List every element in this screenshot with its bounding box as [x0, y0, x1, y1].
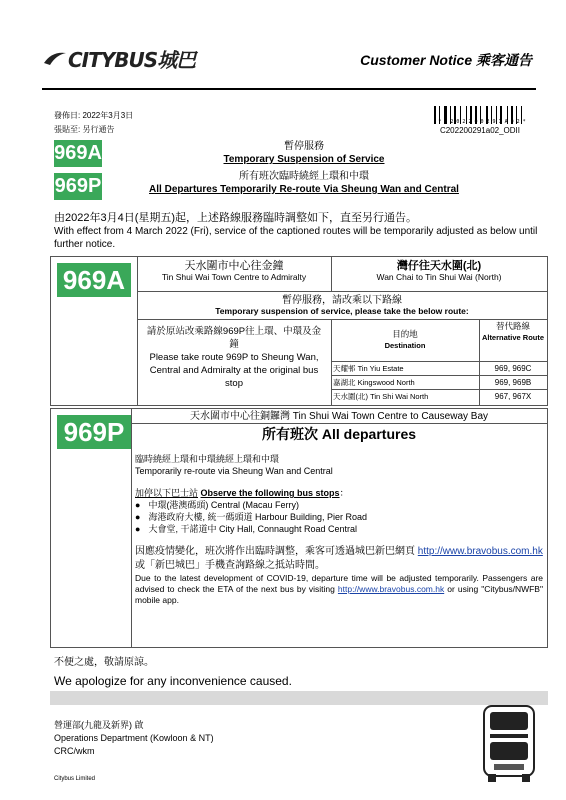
- list-item: [135, 523, 543, 535]
- divider: [331, 361, 547, 362]
- signature: [54, 719, 214, 758]
- header-divider: [42, 88, 536, 90]
- section-969p: [50, 408, 548, 648]
- route-badge-969p: 969P: [54, 173, 102, 200]
- stop-text: 海港政府大樓, 統一碼頭道 Harbour Building, Pier Road: [148, 512, 368, 522]
- direction-1-en: Tin Shui Wai Town Centre to Admiralty: [161, 272, 307, 282]
- reroute-en: Temporarily re-route via Sheung Wan and Central: [135, 466, 333, 476]
- intro-en: With effect from 4 March 2022 (Fri), service of the captioned routes will be temporarily adjusted as below until further notice.: [54, 226, 538, 250]
- reference-number: C202200291a02_ODII: [439, 126, 520, 135]
- covid-zh-block: [135, 545, 543, 573]
- sign-en: Operations Department (Kowloon & NT): [54, 733, 214, 743]
- direction-969p: 天水圍市中心往銅鑼灣 Tin Shui Wai Town Centre to Causeway Bay: [189, 411, 489, 422]
- col-alternative-zh: 替代路線: [495, 321, 530, 331]
- subtitle-en: All Departures Temporarily Re-route Via Sheung Wan and Central: [149, 184, 459, 195]
- citybus-swoosh-icon: [42, 49, 68, 69]
- header: [42, 44, 536, 90]
- sign-zh: 營運部(九龍及新界) 啟: [54, 720, 144, 730]
- section-969p-badge: 969P: [57, 415, 131, 449]
- title-en: Temporary Suspension of Service: [223, 154, 385, 165]
- citybus-logo: [42, 44, 195, 73]
- subtitle-zh: 所有班次臨時繞經上環和中環: [239, 171, 369, 182]
- title-zh: 暫停服務: [284, 141, 324, 152]
- table-row: 969, 969B: [494, 378, 532, 387]
- col-alternative-en: Alternative Route: [481, 333, 545, 342]
- title-block: [144, 140, 464, 196]
- direction-1-zh: 天水圍市中心往金鐘: [184, 260, 284, 272]
- footer-bar: [50, 691, 548, 705]
- logo-text: CITYBUS城巴: [68, 48, 196, 72]
- all-departures-zh: 所有班次: [261, 426, 318, 442]
- bullet-icon: ●: [135, 524, 141, 534]
- divider: [131, 423, 547, 424]
- all-departures-en: All departures: [321, 426, 417, 442]
- list-item: [135, 511, 543, 523]
- covid-en-2: or using "Citybus/NWFB" mobile app.: [135, 584, 543, 605]
- reroute-block: [135, 453, 543, 606]
- route-badge-969a: 969A: [54, 140, 102, 167]
- divider: [131, 409, 132, 647]
- divider: [137, 291, 547, 292]
- apology-en: We apologize for any inconvenience caused.: [54, 674, 292, 688]
- divider: [331, 389, 547, 390]
- alternative-instruction-en: Please take route 969P to Sheung Wan, Central and Admiralty at the original bus stop: [149, 352, 319, 389]
- covid-zh-2: 或「新巴城巴」手機查詢路線之抵站時間。: [135, 560, 325, 571]
- stop-text: 大會堂, 干諾道中 City Hall, Connaught Road Central: [148, 524, 358, 534]
- covid-en: Due to the latest development of COVID-19, departure time will be adjusted temporarily. Passengers are advised to check the ETA of the next bus by visiting: [135, 573, 543, 594]
- alternative-instruction-zh: 請於原站改乘路線969P往上環、中環及金鐘: [146, 326, 322, 350]
- list-item: [135, 499, 543, 511]
- covid-zh: 因應疫情變化，班次將作出臨時調整，乘客可透過城巴新巴網頁: [135, 546, 415, 557]
- table-row: 嘉湖北 Kingswood North: [333, 378, 415, 387]
- intro-zh: 由2022年3月4日(星期五)起，上述路線服務臨時調整如下，直至另行通告。: [54, 212, 418, 224]
- col-destination-header: [331, 329, 479, 351]
- col-alternative-header: [479, 321, 547, 343]
- section-969a: [50, 256, 548, 406]
- bus-icon: [480, 704, 538, 784]
- intro: [54, 212, 549, 251]
- sign-code: CRC/wkm: [54, 746, 95, 756]
- company-name: Citybus Limited: [54, 776, 96, 782]
- suspend-zh: 暫停服務，請改乘以下路線: [282, 295, 402, 306]
- section-969a-badge: 969A: [57, 263, 131, 297]
- alternative-instruction: [143, 325, 325, 390]
- suspend-note: [137, 295, 547, 317]
- divider: [331, 375, 547, 376]
- table-row: 天水圍(北) Tin Shi Wai North: [333, 392, 429, 401]
- website-link[interactable]: http://www.bravobus.com.hk: [417, 546, 543, 557]
- col-destination-en: Destination: [384, 341, 426, 350]
- stops-heading-en: Observe the following bus stops: [200, 488, 340, 498]
- stop-text: 中環(港澳碼頭) Central (Macau Ferry): [148, 500, 299, 510]
- notice-page: [14, 14, 552, 786]
- suspend-en: Temporary suspension of service, please take the below route:: [215, 306, 469, 316]
- meta-info: [54, 109, 133, 137]
- direction-2-zh: 灣仔往天水圍(北): [396, 260, 482, 272]
- apology-zh: 不便之處，敬請原諒。: [54, 657, 154, 668]
- barcode-text: * C 2 0 2 2 0 0 2 9 1 A 0 2 *: [438, 119, 526, 125]
- divider: [137, 319, 547, 320]
- direction-1: [137, 261, 331, 283]
- col-destination-zh: 目的地: [392, 329, 418, 339]
- stops-heading: 加停以下巴士站 Observe the following bus stops：: [135, 488, 349, 498]
- table-row: 天耀邨 Tin Yiu Estate: [333, 364, 404, 373]
- all-departures: [131, 426, 547, 443]
- table-row: 967, 967X: [494, 392, 532, 401]
- bullet-icon: ●: [135, 500, 141, 510]
- bullet-icon: ●: [135, 512, 141, 522]
- website-link-en[interactable]: http://www.bravobus.com.hk: [337, 584, 445, 594]
- direction-2-en: Wan Chai to Tin Shui Wai (North): [376, 272, 502, 282]
- covid-en-block: [135, 573, 543, 606]
- stops-heading-zh: 加停以下巴士站: [135, 488, 199, 498]
- table-row: 969, 969C: [494, 364, 532, 373]
- issue-date: 發佈日: 2022年3月3日: [54, 111, 134, 120]
- notice-title: Customer Notice 乘客通告: [360, 52, 532, 68]
- posting-period: 張貼至: 另行通告: [54, 125, 115, 134]
- direction-2: [331, 261, 547, 283]
- apology: [54, 654, 292, 690]
- reroute-zh: 臨時繞經上環和中環繞經上環和中環: [135, 454, 280, 464]
